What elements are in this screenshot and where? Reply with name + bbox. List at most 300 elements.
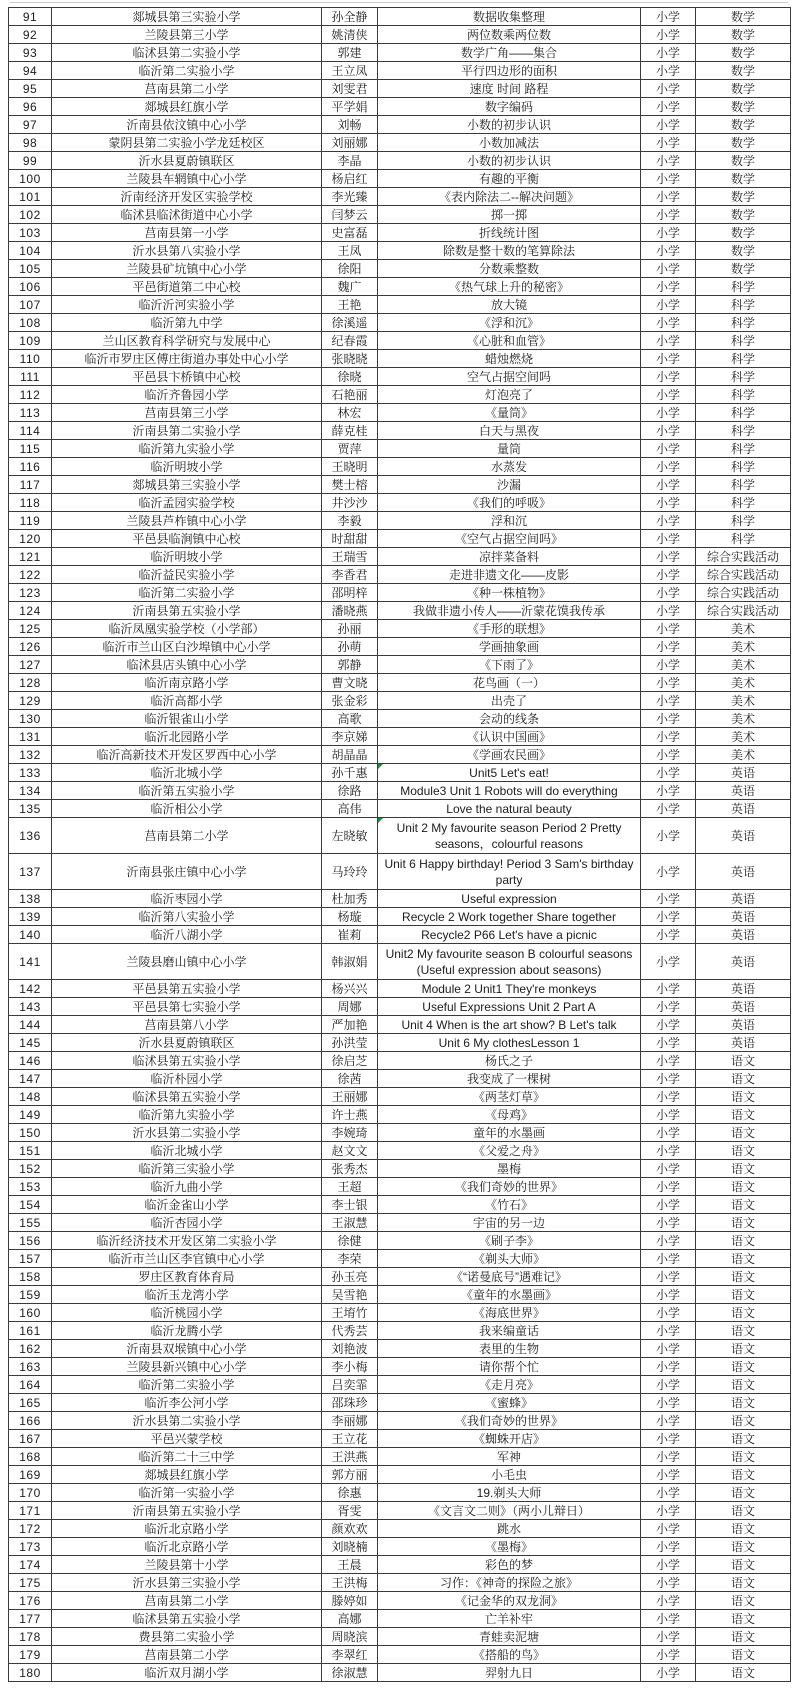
cell-level: 小学	[641, 440, 696, 458]
cell-school: 临沂孟园实验学校	[52, 494, 322, 512]
cell-subject: 语文	[696, 1628, 791, 1646]
cell-no: 103	[9, 224, 52, 242]
cell-school: 临沭县第五实验小学	[52, 1088, 322, 1106]
cell-no: 96	[9, 98, 52, 116]
cell-title: 有趣的平衡	[378, 170, 641, 188]
cell-school: 临沂第一实验小学	[52, 1484, 322, 1502]
cell-level: 小学	[641, 944, 696, 980]
cell-subject: 语文	[696, 1088, 791, 1106]
cell-name: 纪春霞	[322, 332, 378, 350]
cell-name: 周晓滨	[322, 1628, 378, 1646]
cell-title: 宇宙的另一边	[378, 1214, 641, 1232]
cell-school: 莒南县第二小学	[52, 80, 322, 98]
cell-no: 106	[9, 278, 52, 296]
cell-level: 小学	[641, 422, 696, 440]
cell-subject: 语文	[696, 1610, 791, 1628]
cell-comment-marker-icon	[378, 764, 383, 769]
cell-level: 小学	[641, 1484, 696, 1502]
cell-subject: 综合实践活动	[696, 566, 791, 584]
table-row	[9, 926, 791, 944]
cell-school: 沂南县第五实验小学	[52, 1502, 322, 1520]
cell-comment-marker-icon	[378, 818, 383, 823]
cell-school: 临沂市兰山区白沙埠镇中心小学	[52, 638, 322, 656]
cell-school: 郯城县第三实验小学	[52, 8, 322, 26]
cell-level: 小学	[641, 80, 696, 98]
table-row	[9, 1592, 791, 1610]
cell-no: 101	[9, 188, 52, 206]
cell-level: 小学	[641, 368, 696, 386]
cell-subject: 数学	[696, 44, 791, 62]
cell-name: 潘晓燕	[322, 602, 378, 620]
cell-subject: 英语	[696, 854, 791, 890]
cell-title: 《母鸡》	[378, 1106, 641, 1124]
cell-subject: 语文	[696, 1430, 791, 1448]
cell-subject: 美术	[696, 710, 791, 728]
cell-subject: 语文	[696, 1232, 791, 1250]
table-row	[9, 1502, 791, 1520]
cell-name: 张金彩	[322, 692, 378, 710]
cell-level: 小学	[641, 152, 696, 170]
cell-no: 95	[9, 80, 52, 98]
cell-no: 108	[9, 314, 52, 332]
cell-name: 左晓敏	[322, 818, 378, 854]
cell-title: 请你帮个忙	[378, 1358, 641, 1376]
cell-no: 177	[9, 1610, 52, 1628]
cell-no: 173	[9, 1538, 52, 1556]
cell-name: 杜加秀	[322, 890, 378, 908]
cell-name: 刘丽娜	[322, 134, 378, 152]
cell-name: 王堉竹	[322, 1304, 378, 1322]
cell-school: 临沂齐鲁园小学	[52, 386, 322, 404]
cell-subject: 数学	[696, 80, 791, 98]
cell-name: 薛克桂	[322, 422, 378, 440]
table-row	[9, 944, 791, 980]
cell-school: 平邑县卞桥镇中心校	[52, 368, 322, 386]
cell-level: 小学	[641, 548, 696, 566]
cell-subject: 语文	[696, 1106, 791, 1124]
cell-no: 144	[9, 1016, 52, 1034]
cell-title: 《空气占据空间吗》	[378, 530, 641, 548]
cell-title: 数据收集整理	[378, 8, 641, 26]
table-row	[9, 1556, 791, 1574]
cell-level: 小学	[641, 206, 696, 224]
table-row	[9, 494, 791, 512]
cell-school: 临沂明坡小学	[52, 548, 322, 566]
cell-school: 莒南县第二小学	[52, 1646, 322, 1664]
cell-school: 临沂高新技术开发区罗西中心小学	[52, 746, 322, 764]
table-row	[9, 440, 791, 458]
cell-subject: 语文	[696, 1268, 791, 1286]
cell-school: 沂南县张庄镇中心小学	[52, 854, 322, 890]
cell-name: 林宏	[322, 404, 378, 422]
table-row	[9, 260, 791, 278]
cell-school: 沂水县第八实验小学	[52, 242, 322, 260]
cell-level: 小学	[641, 404, 696, 422]
cell-no: 157	[9, 1250, 52, 1268]
cell-title: Recycle 2 Work together Share together	[378, 908, 641, 926]
cell-no: 110	[9, 350, 52, 368]
cell-name: 徐茜	[322, 1070, 378, 1088]
cell-level: 小学	[641, 1304, 696, 1322]
cell-subject: 英语	[696, 1016, 791, 1034]
cell-subject: 语文	[696, 1448, 791, 1466]
cell-subject: 语文	[696, 1304, 791, 1322]
cell-school: 临沂凤凰实验学校（小学部）	[52, 620, 322, 638]
cell-subject: 英语	[696, 1034, 791, 1052]
table-row	[9, 818, 791, 854]
cell-level: 小学	[641, 1412, 696, 1430]
cell-title: Module3 Unit 1 Robots will do everything	[378, 782, 641, 800]
cell-school: 临沂九曲小学	[52, 1178, 322, 1196]
cell-no: 116	[9, 458, 52, 476]
cell-level: 小学	[641, 1286, 696, 1304]
cell-title: 除数是整十数的笔算除法	[378, 242, 641, 260]
cell-level: 小学	[641, 1106, 696, 1124]
cell-name: 李婉琦	[322, 1124, 378, 1142]
cell-name: 高歌	[322, 710, 378, 728]
cell-subject: 语文	[696, 1574, 791, 1592]
table-row	[9, 656, 791, 674]
cell-subject: 语文	[696, 1520, 791, 1538]
cell-school: 临沂八湖小学	[52, 926, 322, 944]
cell-no: 109	[9, 332, 52, 350]
table-row	[9, 620, 791, 638]
cell-name: 高娜	[322, 1610, 378, 1628]
cell-school: 临沂第二实验小学	[52, 62, 322, 80]
cell-name: 徐启芝	[322, 1052, 378, 1070]
cell-level: 小学	[641, 1214, 696, 1232]
cell-no: 131	[9, 728, 52, 746]
cell-school: 郯城县红旗小学	[52, 98, 322, 116]
cell-school: 费县第二实验小学	[52, 1628, 322, 1646]
cell-level: 小学	[641, 584, 696, 602]
table-row	[9, 1070, 791, 1088]
cell-school: 临沂明坡小学	[52, 458, 322, 476]
cell-subject: 英语	[696, 800, 791, 818]
cell-school: 临沂益民实验小学	[52, 566, 322, 584]
cell-name: 徐路	[322, 782, 378, 800]
cell-title: 亡羊补牢	[378, 1610, 641, 1628]
table-row	[9, 782, 791, 800]
cell-title: 速度 时间 路程	[378, 80, 641, 98]
cell-school: 临沂南京路小学	[52, 674, 322, 692]
table-row	[9, 1430, 791, 1448]
cell-title: 《童年的水墨画》	[378, 1286, 641, 1304]
cell-school: 临沭县店头镇中心小学	[52, 656, 322, 674]
table-row	[9, 224, 791, 242]
cell-name: 徐淑慧	[322, 1664, 378, 1682]
cell-title: 《浮和沉》	[378, 314, 641, 332]
cell-level: 小学	[641, 188, 696, 206]
cell-name: 王丽娜	[322, 1088, 378, 1106]
cell-subject: 英语	[696, 980, 791, 998]
cell-subject: 数学	[696, 26, 791, 44]
cell-subject: 科学	[696, 332, 791, 350]
cell-name: 徐溪遥	[322, 314, 378, 332]
cell-title: 浮和沉	[378, 512, 641, 530]
cell-no: 119	[9, 512, 52, 530]
cell-school: 沂南经济开发区实验学校	[52, 188, 322, 206]
cell-subject: 美术	[696, 728, 791, 746]
cell-title: 小数加减法	[378, 134, 641, 152]
cell-name: 张秀杰	[322, 1160, 378, 1178]
cell-name: 曹文晓	[322, 674, 378, 692]
cell-no: 115	[9, 440, 52, 458]
cell-title: 习作：《神奇的探险之旅》	[378, 1574, 641, 1592]
table-row	[9, 980, 791, 998]
cell-subject: 美术	[696, 638, 791, 656]
table-row	[9, 1232, 791, 1250]
table-row	[9, 728, 791, 746]
cell-level: 小学	[641, 1070, 696, 1088]
cell-no: 97	[9, 116, 52, 134]
cell-name: 杨兴兴	[322, 980, 378, 998]
cell-school: 沂水县夏蔚镇联区	[52, 152, 322, 170]
cell-subject: 科学	[696, 422, 791, 440]
table-row	[9, 800, 791, 818]
cell-school: 莒南县第三小学	[52, 404, 322, 422]
cell-subject: 科学	[696, 458, 791, 476]
cell-no: 118	[9, 494, 52, 512]
cell-title: 《记金华的双龙洞》	[378, 1592, 641, 1610]
cell-school: 临沂第二实验小学	[52, 584, 322, 602]
cell-school: 莒南县第八小学	[52, 1016, 322, 1034]
cell-title: 出壳了	[378, 692, 641, 710]
table-row	[9, 26, 791, 44]
cell-name: 邵明梓	[322, 584, 378, 602]
cell-name: 徐晓	[322, 368, 378, 386]
cell-title: 《竹石》	[378, 1196, 641, 1214]
cell-level: 小学	[641, 242, 696, 260]
cell-subject: 科学	[696, 386, 791, 404]
cell-level: 小学	[641, 620, 696, 638]
table-row	[9, 1610, 791, 1628]
cell-school: 兰陵县车辋镇中心小学	[52, 170, 322, 188]
cell-name: 刘艳波	[322, 1340, 378, 1358]
cell-subject: 科学	[696, 314, 791, 332]
cell-name: 李小梅	[322, 1358, 378, 1376]
cell-subject: 数学	[696, 224, 791, 242]
cell-name: 姚清侠	[322, 26, 378, 44]
cell-level: 小学	[641, 1034, 696, 1052]
cell-name: 李晶	[322, 152, 378, 170]
cell-level: 小学	[641, 530, 696, 548]
cell-school: 罗庄区教育体育局	[52, 1268, 322, 1286]
cell-level: 小学	[641, 260, 696, 278]
cell-name: 崔莉	[322, 926, 378, 944]
cell-subject: 美术	[696, 746, 791, 764]
cell-school: 临沂北城小学	[52, 764, 322, 782]
table-row	[9, 296, 791, 314]
cell-title: 表里的生物	[378, 1340, 641, 1358]
cell-name: 赵文文	[322, 1142, 378, 1160]
cell-subject: 语文	[696, 1376, 791, 1394]
cell-name: 孙全静	[322, 8, 378, 26]
cell-no: 100	[9, 170, 52, 188]
cell-level: 小学	[641, 314, 696, 332]
cell-title: 《学画农民画》	[378, 746, 641, 764]
cell-no: 161	[9, 1322, 52, 1340]
cell-level: 小学	[641, 1502, 696, 1520]
cell-level: 小学	[641, 1340, 696, 1358]
cell-school: 郯城县第三实验小学	[52, 476, 322, 494]
cell-title: 《种一株植物》	[378, 584, 641, 602]
cell-no: 155	[9, 1214, 52, 1232]
cell-level: 小学	[641, 890, 696, 908]
cell-level: 小学	[641, 980, 696, 998]
cell-level: 小学	[641, 26, 696, 44]
cell-title: 《下雨了》	[378, 656, 641, 674]
cell-no: 149	[9, 1106, 52, 1124]
cell-title: 沙漏	[378, 476, 641, 494]
cell-name: 李士银	[322, 1196, 378, 1214]
table-row	[9, 1358, 791, 1376]
cell-level: 小学	[641, 1610, 696, 1628]
cell-level: 小学	[641, 674, 696, 692]
cell-name: 郭建	[322, 44, 378, 62]
table-row	[9, 1376, 791, 1394]
cell-school: 临沂第九实验小学	[52, 1106, 322, 1124]
cell-school: 临沂第二十三中学	[52, 1448, 322, 1466]
cell-no: 104	[9, 242, 52, 260]
cell-school: 临沂金雀山小学	[52, 1196, 322, 1214]
cell-title: Love the natural beauty	[378, 800, 641, 818]
cell-no: 162	[9, 1340, 52, 1358]
cell-no: 138	[9, 890, 52, 908]
table-row	[9, 206, 791, 224]
cell-level: 小学	[641, 1448, 696, 1466]
cell-no: 94	[9, 62, 52, 80]
cell-title: 小数的初步认识	[378, 152, 641, 170]
cell-school: 沂南县第五实验小学	[52, 602, 322, 620]
table-row	[9, 1196, 791, 1214]
cell-title: 《父爱之舟》	[378, 1142, 641, 1160]
cell-no: 147	[9, 1070, 52, 1088]
cell-level: 小学	[641, 1124, 696, 1142]
cell-subject: 数学	[696, 134, 791, 152]
cell-name: 高伟	[322, 800, 378, 818]
table-row	[9, 1664, 791, 1682]
cell-no: 111	[9, 368, 52, 386]
cell-name: 徐惠	[322, 1484, 378, 1502]
cell-level: 小学	[641, 1250, 696, 1268]
cell-title: 数字编码	[378, 98, 641, 116]
cell-school: 沂水县夏蔚镇联区	[52, 1034, 322, 1052]
cell-school: 临沂第九中学	[52, 314, 322, 332]
cell-no: 151	[9, 1142, 52, 1160]
cell-title: 羿射九日	[378, 1664, 641, 1682]
cell-level: 小学	[641, 926, 696, 944]
cell-level: 小学	[641, 1592, 696, 1610]
cell-subject: 语文	[696, 1196, 791, 1214]
cell-no: 142	[9, 980, 52, 998]
cell-title: 彩色的梦	[378, 1556, 641, 1574]
cell-school: 临沂龙腾小学	[52, 1322, 322, 1340]
cell-school: 临沂第八实验小学	[52, 908, 322, 926]
cell-title: 量筒	[378, 440, 641, 458]
cell-name: 马玲玲	[322, 854, 378, 890]
cell-school: 兰陵县芦柞镇中心小学	[52, 512, 322, 530]
cell-name: 郭静	[322, 656, 378, 674]
table-row	[9, 710, 791, 728]
cell-subject: 科学	[696, 530, 791, 548]
cell-title: 《搭船的鸟》	[378, 1646, 641, 1664]
cell-level: 小学	[641, 1322, 696, 1340]
cell-no: 175	[9, 1574, 52, 1592]
cell-title: 青蛙卖泥塘	[378, 1628, 641, 1646]
cell-title: 跳水	[378, 1520, 641, 1538]
cell-title: 《我们的呼吸》	[378, 494, 641, 512]
cell-level: 小学	[641, 1016, 696, 1034]
cell-level: 小学	[641, 1358, 696, 1376]
table-row	[9, 1340, 791, 1358]
cell-name: 时甜甜	[322, 530, 378, 548]
cell-no: 128	[9, 674, 52, 692]
awards-table	[8, 7, 791, 1682]
cell-subject: 英语	[696, 998, 791, 1016]
cell-level: 小学	[641, 476, 696, 494]
table-row	[9, 404, 791, 422]
cell-no: 166	[9, 1412, 52, 1430]
cell-subject: 英语	[696, 890, 791, 908]
table-row	[9, 1394, 791, 1412]
cell-school: 临沂经济技术开发区第二实验小学	[52, 1232, 322, 1250]
cell-subject: 英语	[696, 926, 791, 944]
table-row	[9, 1574, 791, 1592]
cell-no: 153	[9, 1178, 52, 1196]
cell-level: 小学	[641, 1232, 696, 1250]
cell-subject: 语文	[696, 1538, 791, 1556]
cell-no: 98	[9, 134, 52, 152]
cell-level: 小学	[641, 512, 696, 530]
cell-no: 125	[9, 620, 52, 638]
cell-subject: 科学	[696, 476, 791, 494]
cell-school: 临沂玉龙湾小学	[52, 1286, 322, 1304]
cell-title: 灯泡亮了	[378, 386, 641, 404]
cell-title: 空气占据空间吗	[378, 368, 641, 386]
table-row	[9, 1628, 791, 1646]
cell-school: 临沭县第五实验小学	[52, 1610, 322, 1628]
cell-name: 代秀芸	[322, 1322, 378, 1340]
cell-level: 小学	[641, 800, 696, 818]
cell-title: 《心脏和血管》	[378, 332, 641, 350]
cell-name: 滕婷如	[322, 1592, 378, 1610]
cell-no: 163	[9, 1358, 52, 1376]
cell-name: 徐健	[322, 1232, 378, 1250]
cell-no: 112	[9, 386, 52, 404]
cell-subject: 语文	[696, 1394, 791, 1412]
cell-title: 《“诺曼底号”遇难记》	[378, 1268, 641, 1286]
table-row	[9, 1322, 791, 1340]
cell-no: 105	[9, 260, 52, 278]
cell-no: 170	[9, 1484, 52, 1502]
cell-level: 小学	[641, 98, 696, 116]
cell-subject: 语文	[696, 1556, 791, 1574]
cell-level: 小学	[641, 818, 696, 854]
cell-title: Unit2 My favourite season B colourful seasons (Useful expression about seasons)	[378, 944, 641, 980]
table-row	[9, 1088, 791, 1106]
table-row	[9, 458, 791, 476]
cell-no: 145	[9, 1034, 52, 1052]
table-row	[9, 1250, 791, 1268]
cell-name: 周娜	[322, 998, 378, 1016]
table-row	[9, 350, 791, 368]
cell-no: 129	[9, 692, 52, 710]
cell-title: Unit 2 My favourite season Period 2 Pretty seasons，colourful reasons	[378, 818, 641, 854]
cell-name: 李翠红	[322, 1646, 378, 1664]
cell-no: 134	[9, 782, 52, 800]
cell-subject: 语文	[696, 1484, 791, 1502]
